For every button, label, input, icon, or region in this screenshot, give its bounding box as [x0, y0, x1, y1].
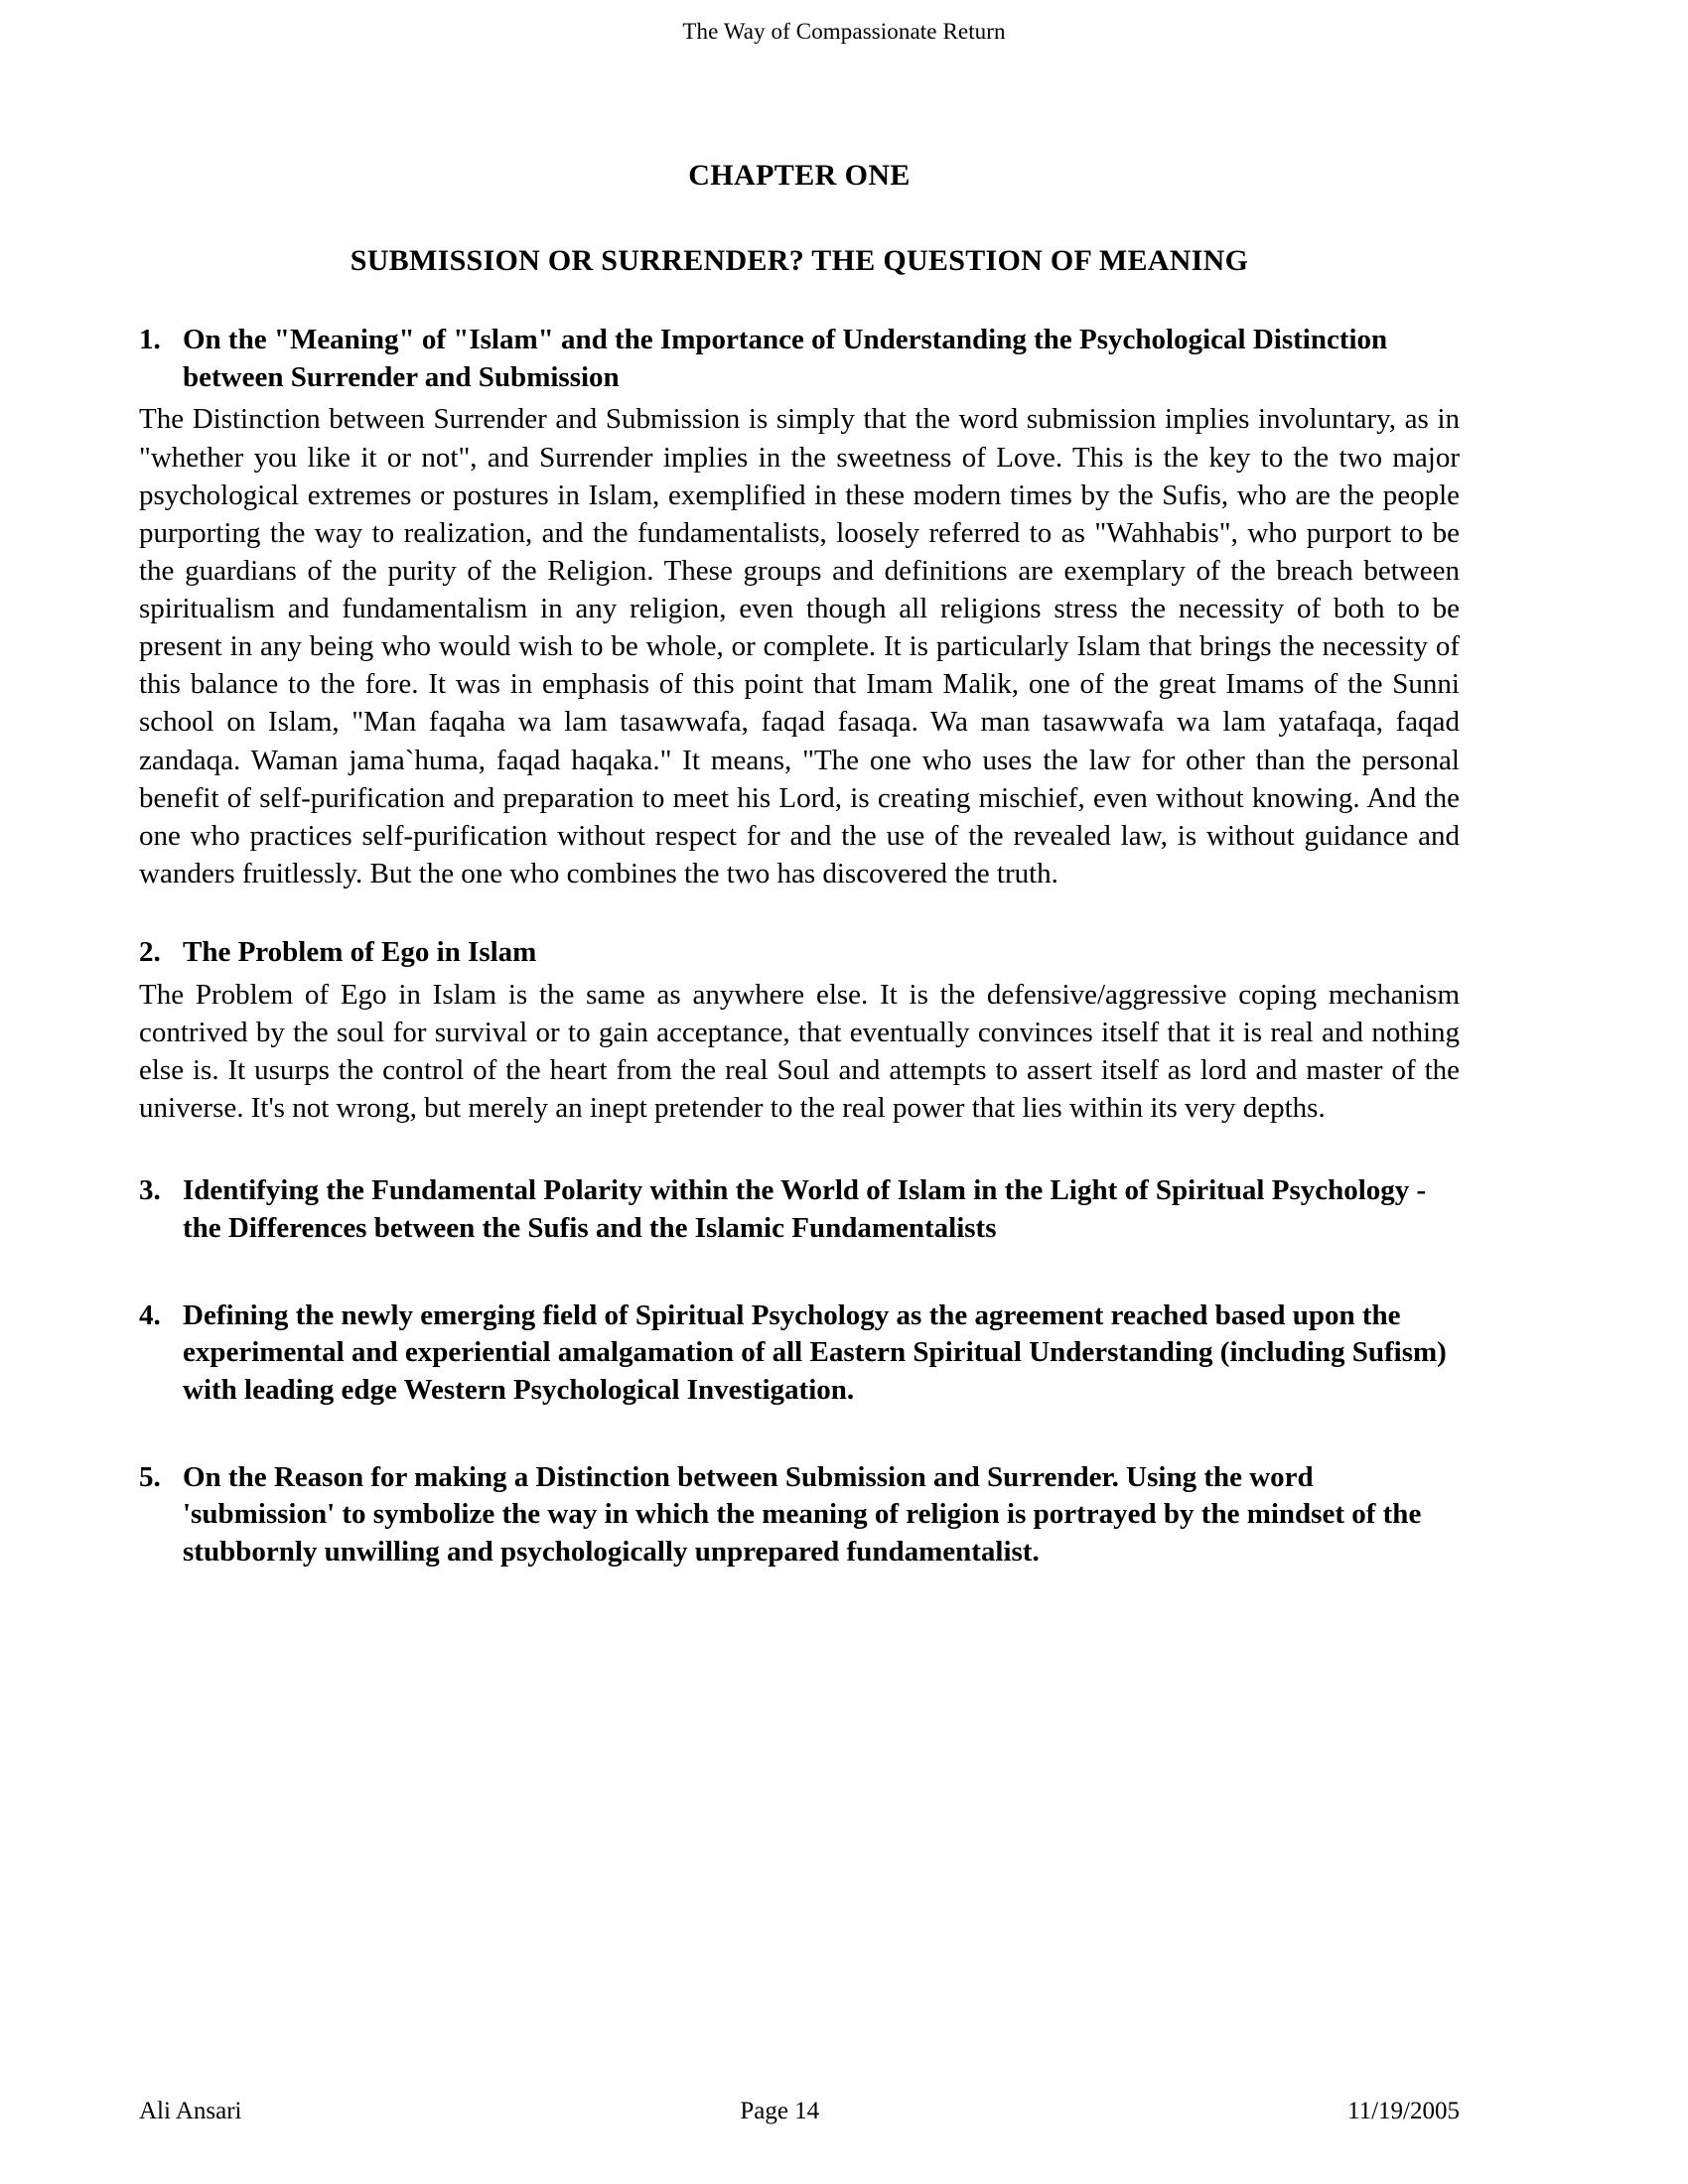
- chapter-title: CHAPTER ONE: [688, 159, 911, 192]
- section-body-1: The Distinction between Surrender and Submission is simply that the word submission implies involuntary, as in "whether you like it or not", and Surrender implies in the sweetness of Love. This is the key to the two major psychological extremes or postures in Islam, exemplified in these modern times by the Sufis, who are the people purporting the way to realization, and the fundamentalists, loosely referred to as "Wahhabis", who purport to be the guardians of the purity of the Religion. These groups and definitions are exemplary of the breach between spiritualism and fundamentalism in any religion, even though all religions stress the necessity of both to be present in any being who would wish to be whole, or complete. It is particularly Islam that brings the necessity of this balance to the fore. It was in emphasis of this point that Imam Malik, one of the great Imams of the Sunni school on Islam, "Man faqaha wa lam tasawwafa, faqad fasaqa. Wa man tasawwafa wa lam yatafaqa, faqad zandaqa. Waman jama`huma, faqad haqaka." It means, "The one who uses the law for other than the personal benefit of self-purification and preparation to meet his Lord, is creating mischief, even without knowing. And the one who practices self-purification without respect for and the use of the revealed law, is without guidance and wanders fruitlessly. But the one who combines the two has discovered the truth.: [139, 403, 1460, 889]
- footer-author: Ali Ansari: [139, 2098, 242, 2124]
- section-number-2: 2.: [139, 936, 161, 968]
- section-heading-3: [139, 1172, 1460, 1247]
- chapter-subtitle: SUBMISSION OR SURRENDER? THE QUESTION OF MEANING: [350, 244, 1249, 277]
- section-heading-text-5: On the Reason for making a Distinction between Submission and Surrender. Using the word 'submission' to symbolize the way in which the meaning of religion is portrayed by the mindset of the stubbornly unwilling and psychologically unprepared fundamentalist.: [183, 1460, 1422, 1568]
- spacer: [139, 1252, 1460, 1297]
- section-body-2: The Problem of Ego in Islam is the same as anywhere else. It is the defensive/aggressive coping mechanism contrived by the soul for survival or to gain acceptance, that eventually convinces itself that it is real and nothing else is. It usurps the control of the heart from the real Soul and attempts to assert itself as lord and master of the universe. It's not wrong, but merely an inept pretender to the real power that lies within its very depths.: [139, 978, 1460, 1125]
- spacer: [139, 1127, 1460, 1172]
- section-heading-text-4: Defining the newly emerging field of Spiritual Psychology as the agreement reached based upon the experimental and experiential amalgamation of all Eastern Spiritual Understanding (including Sufism) with leading edge Western Psychological Investigation.: [183, 1298, 1447, 1406]
- footer-date: 11/19/2005: [1347, 2098, 1460, 2124]
- section-heading-4: [139, 1297, 1460, 1410]
- section-heading-text-3: Identifying the Fundamental Polarity within the World of Islam in the Light of Spiritual Psychology - the Differences between the Sufis and the Islamic Fundamentalists: [183, 1174, 1427, 1244]
- section-heading-5: [139, 1459, 1460, 1571]
- section-number-5: 5.: [139, 1460, 161, 1493]
- section-heading-text-2: The Problem of Ego in Islam: [183, 936, 537, 968]
- page-footer: [139, 2097, 1460, 2126]
- running-header: The Way of Compassionate Return: [682, 19, 1006, 44]
- section-heading-2: [139, 934, 1460, 972]
- section-heading-1: [139, 322, 1460, 396]
- spacer: [139, 1414, 1460, 1459]
- section-number-1: 1.: [139, 324, 161, 355]
- section-heading-text-1: On the "Meaning" of "Islam" and the Importance of Understanding the Psychological Distinction between Surrender and Submission: [183, 324, 1388, 393]
- footer-page-number: Page 14: [740, 2098, 820, 2124]
- spacer: [139, 892, 1460, 934]
- page-content: [139, 159, 1460, 1575]
- section-number-4: 4.: [139, 1298, 161, 1331]
- section-number-3: 3.: [139, 1174, 161, 1207]
